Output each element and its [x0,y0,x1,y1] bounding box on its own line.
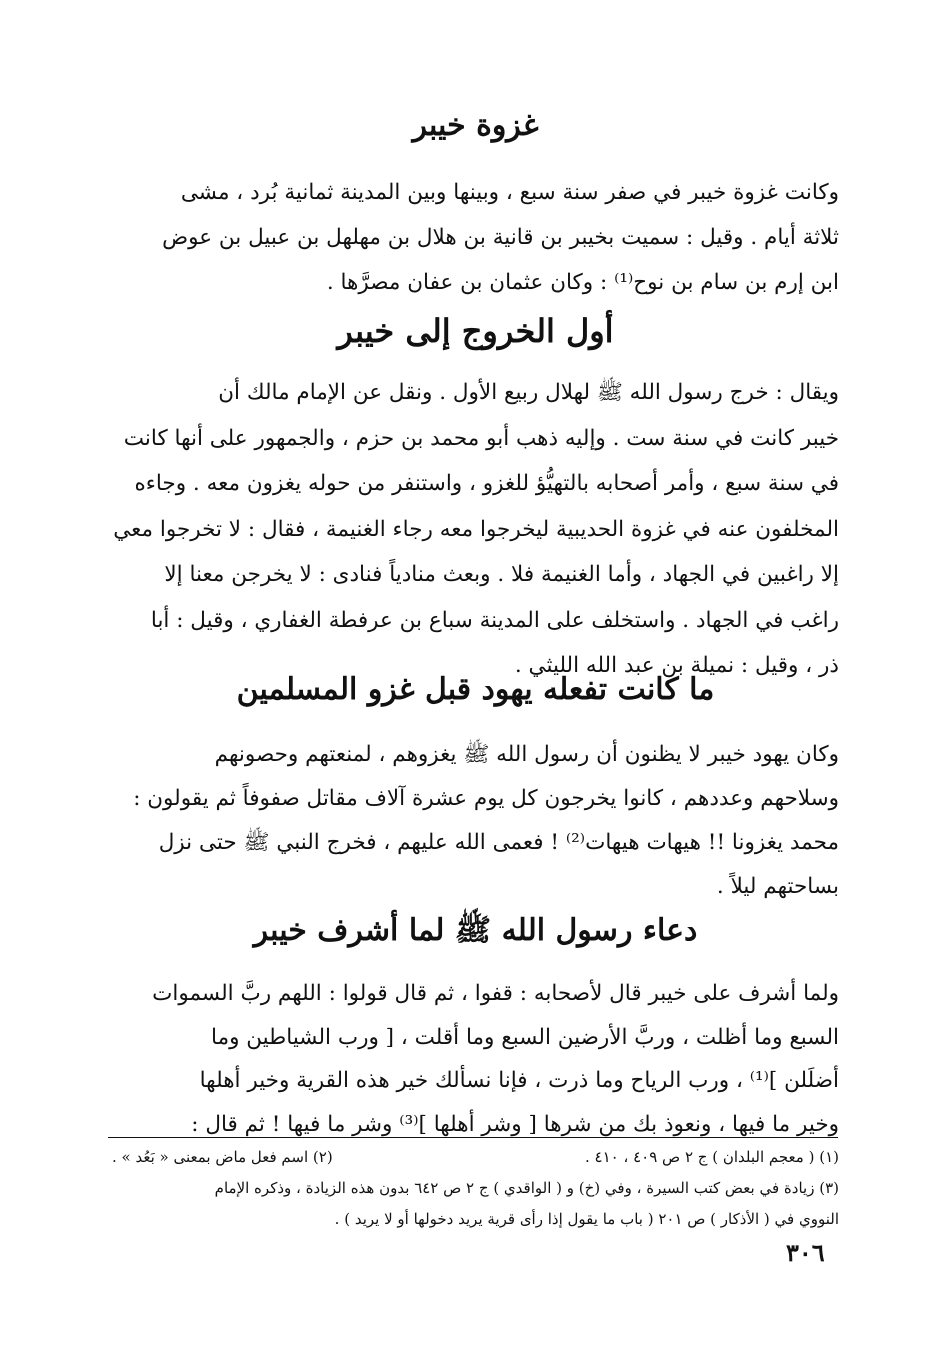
section-title-departure: أول الخروج إلى خيبر [337,312,614,350]
text-line: إلا راغبين في الجهاد ، وأما الغنيمة فلا . وبعث منادياً فنادى : لا يخرجن معنا إلا [164,562,839,587]
text-line: وسلاحهم وعددهم ، كانوا يخرجون كل يوم عشرة آلاف مقاتل صفوفاً ثم يقولون : [133,786,839,811]
text-line: محمد يغزونا !! هيهات هيهات⁽²⁾ ! فعمى الله عليهم ، فخرج النبي ﷺ حتى نزل [158,830,839,855]
text-line: في سنة سبع ، وأمر أصحابه بالتهيُّؤ للغزو ، واستنفر من حوله يغزون معه . وجاءه [134,471,839,496]
page-number: ٣٠٦ [786,1238,825,1267]
text-line: ثلاثة أيام . وقيل : سميت بخيبر بن قانية بن هلال بن مهلهل بن عبيل بن عوض [162,225,839,250]
text-line: ويقال : خرج رسول الله ﷺ لهلال ربيع الأول . ونقل عن الإمام مالك أن [218,380,839,405]
text-line: وخير ما فيها ، ونعوذ بك من شرها [ وشر أهلها ]⁽³⁾ وشر ما فيها ! ثم قال : [191,1111,839,1137]
paragraph-khaybar-intro [108,170,839,305]
paragraph-prayer [108,972,839,1146]
footnote-3-line1: (٣) زيادة في بعض كتب السيرة ، وفي (خ) و ( الواقدي ) ج ٢ ص ٦٤٢ بدون هذه الزيادة ، وذكره الإمام [214,1179,839,1197]
text-line: أضلَلن ]⁽¹⁾ ، ورب الرياح وما ذرت ، فإنا نسألك خير هذه القرية وخير أهلها [199,1068,839,1093]
text-line: المخلفون عنه في غزوة الحديبية ليخرجوا معه رجاء الغنيمة ، فقال : لا تخرجوا معي [113,516,839,542]
section-title-khaybar: غزوة خيبر [412,108,539,143]
text-line: بساحتهم ليلاً . [716,874,839,899]
text-line: ذر ، وقيل : نميلة بن عبد الله الليثي . [514,653,839,678]
text-line: ولما أشرف على خيبر قال لأصحابه : قفوا ، ثم قال قولوا : اللهم ربَّ السموات [152,981,839,1006]
footnote-divider [108,1137,838,1138]
paragraph-jews [108,733,839,909]
text-line: خيبر كانت في سنة ست . وإليه ذهب أبو محمد بن حزم ، والجمهور على أنها كانت [123,425,839,451]
text-line: ابن إرم بن سام بن نوح⁽¹⁾ : وكان عثمان بن عفان مصرَّها . [326,270,839,295]
section-title-prayer: دعاء رسول الله ﷺ لما أشرف خيبر [253,913,698,948]
footnote-3-line2: النووي في ( الأذكار ) ص ٢٠١ ( باب ما يقول إذا رأى قرية يريد دخولها أو لا يريد ) . [334,1210,839,1228]
footnote-1: (١) ( معجم البلدان ) ج ٢ ص ٤٠٩ ، ٤١٠ . [584,1148,839,1166]
text-line: وكانت غزوة خيبر في صفر سنة سبع ، وبينها وبين المدينة ثمانية بُرد ، مشى [180,180,839,205]
text-line: وكان يهود خيبر لا يظنون أن رسول الله ﷺ يغزوهم ، لمنعتهم وحصونهم [214,742,839,767]
footnote-row [112,1142,839,1173]
text-line: السبع وما أظلت ، وربَّ الأرضين السبع وما أقلت ، [ ورب الشياطين وما [211,1024,839,1050]
footnotes [112,1142,839,1235]
paragraph-departure [108,370,839,689]
text-line: راغب في الجهاد . واستخلف على المدينة سباع بن عرفطة الغفاري ، وقيل : أبا [150,607,839,633]
section-title-jews: ما كانت تفعله يهود قبل غزو المسلمين [236,672,715,707]
footnote-2: (٢) اسم فعل ماض بمعنى « بَعُد » . [112,1148,333,1166]
